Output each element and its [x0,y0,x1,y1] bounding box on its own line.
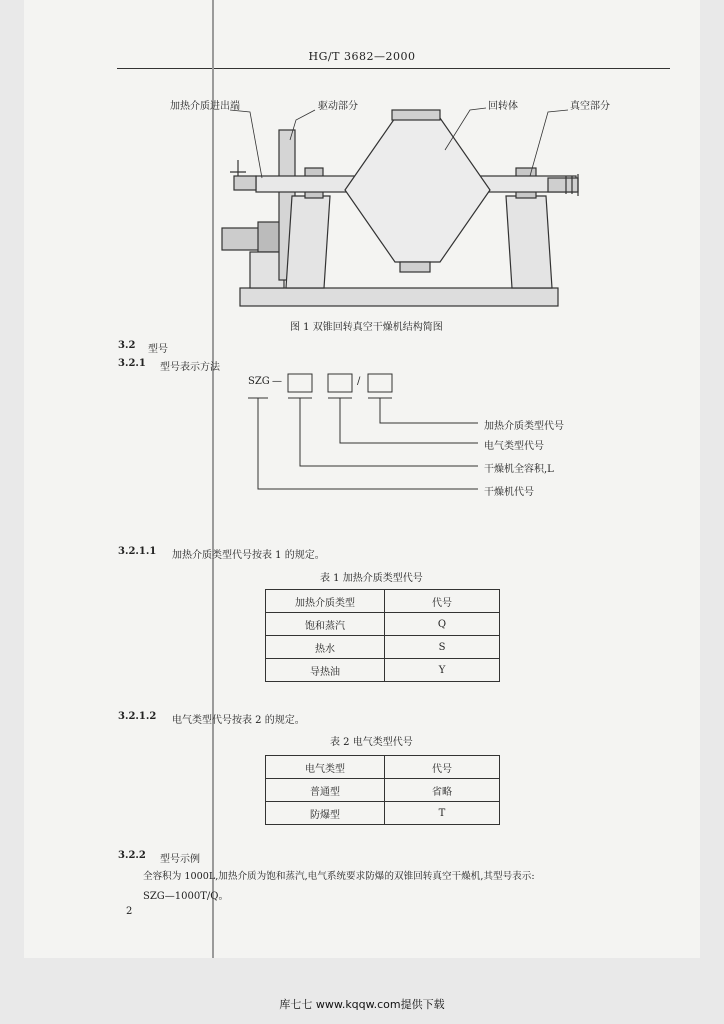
download-footer: 库七七 www.kqqw.com提供下载 [279,998,445,1011]
label-vacuum: 真空部分 [570,101,610,112]
code-box-capacity [288,374,312,392]
section-3-2-2-number: 3.2.2 [118,850,146,861]
table1-header-code: 代号 [385,590,500,613]
table-row [266,636,500,659]
code-box-heating [368,374,392,392]
section-3-2-1-1-number: 3.2.1.1 [118,546,157,557]
label-heating-type-code: 加热介质类型代号 [484,421,564,432]
section-3-2-title: 型号 [148,344,168,355]
table-cell: 热水 [266,636,385,659]
figure1-caption: 图 1 双锥回转真空干燥机结构简图 [290,322,443,333]
table2-header-code: 代号 [385,756,500,779]
table-row [266,590,500,613]
left-pedestal [286,196,330,288]
label-total-volume: 干燥机全容积,L [484,464,554,475]
standard-code-header: HG/T 3682—2000 [308,50,416,63]
table2-header-type: 电气类型 [266,756,385,779]
table-cell: 防爆型 [266,802,385,825]
model-slash: / [357,376,361,387]
model-dash: — [272,376,282,387]
label-rotor: 回转体 [488,101,518,112]
motor [222,228,260,250]
table-cell: Y [385,659,500,682]
table-row [266,756,500,779]
code-box-electric [328,374,352,392]
section-3-2-1-1-text: 加热介质类型代号按表 1 的规定。 [172,550,325,561]
table-cell: 普通型 [266,779,385,802]
table-cell: Q [385,613,500,636]
table2-title: 表 2 电气类型代号 [330,737,413,748]
label-drive: 驱动部分 [318,101,358,112]
base-platform [240,288,558,306]
table-cell: 饱和蒸汽 [266,613,385,636]
right-pedestal [506,196,552,288]
section-3-2-1-2-number: 3.2.1.2 [118,711,157,722]
double-cone-body [345,118,490,262]
table1-header-type: 加热介质类型 [266,590,385,613]
section-3-2-1-number: 3.2.1 [118,358,146,369]
label-electric-type-code: 电气类型代号 [484,441,544,452]
example-description: 全容积为 1000L,加热介质为饱和蒸汽,电气系统要求防爆的双锥回转真空干燥机,其型号表示: [143,871,535,882]
vacuum-fitting [548,178,578,192]
example-model: SZG—1000T/Q。 [143,891,229,902]
table-cell: 导热油 [266,659,385,682]
section-3-2-1-title: 型号表示方法 [160,362,220,373]
table-row [266,613,500,636]
table-cell: 省略 [385,779,500,802]
table-row [266,802,500,825]
table1 [265,589,500,682]
table-row [266,659,500,682]
table2 [265,755,500,825]
table1-title: 表 1 加热介质类型代号 [320,573,423,584]
table-cell: T [385,802,500,825]
section-3-2-number: 3.2 [118,340,136,351]
table-row [266,779,500,802]
label-heating-inlet: 加热介质进出端 [170,101,240,112]
model-prefix: SZG [248,376,270,387]
label-dryer-code: 干燥机代号 [484,487,534,498]
section-3-2-1-2-text: 电气类型代号按表 2 的规定。 [172,715,305,726]
section-3-2-2-title: 型号示例 [160,854,200,865]
page-number: 2 [126,906,133,917]
table-cell: S [385,636,500,659]
